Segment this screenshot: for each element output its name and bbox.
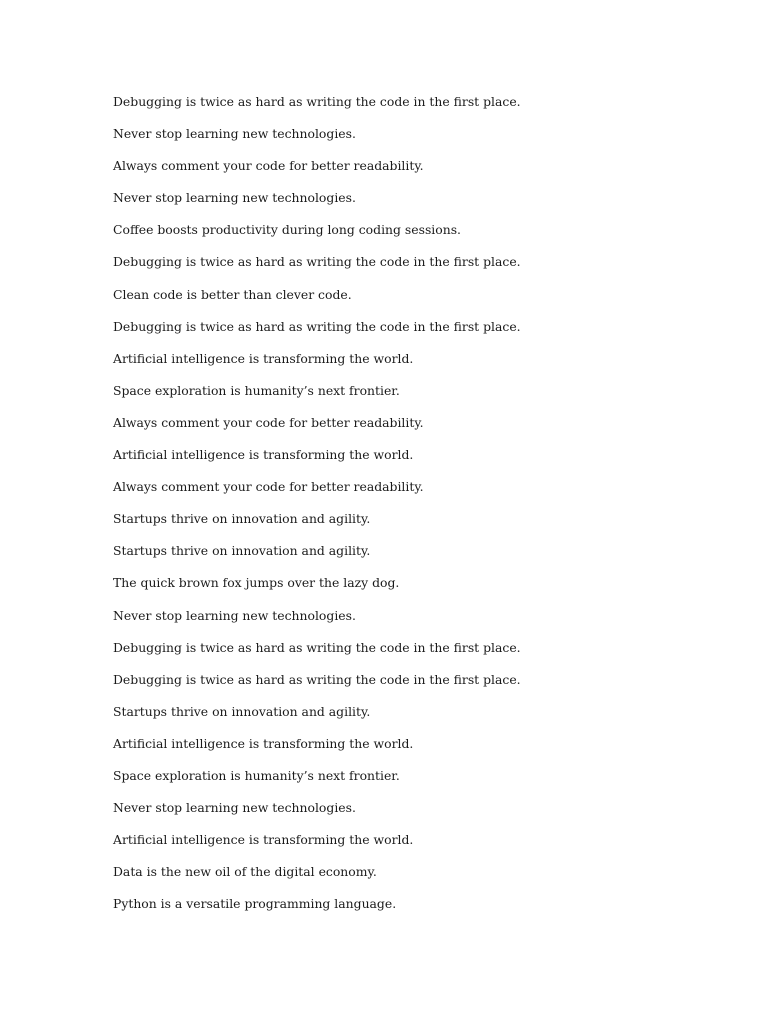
text-line: Debugging is twice as hard as writing the code in the first place.	[113, 254, 521, 270]
text-line: Artificial intelligence is transforming the world.	[113, 447, 414, 463]
text-line: Clean code is better than clever code.	[113, 286, 352, 302]
text-line: Artificial intelligence is transforming the world.	[113, 832, 414, 848]
text-line: Startups thrive on innovation and agility.	[113, 511, 371, 527]
text-line: Artificial intelligence is transforming the world.	[113, 350, 414, 366]
text-line: Never stop learning new technologies.	[113, 607, 356, 623]
text-line: The quick brown fox jumps over the lazy dog.	[113, 575, 400, 591]
text-line: Debugging is twice as hard as writing the code in the first place.	[113, 318, 521, 334]
text-line: Coffee boosts productivity during long coding sessions.	[113, 222, 461, 238]
text-line: Space exploration is humanity’s next frontier.	[113, 382, 400, 398]
text-line: Startups thrive on innovation and agility.	[113, 543, 371, 559]
text-line: Never stop learning new technologies.	[113, 190, 356, 206]
text-line: Debugging is twice as hard as writing the code in the first place.	[113, 639, 521, 655]
text-line: Python is a versatile programming language.	[113, 896, 397, 912]
text-line: Always comment your code for better readability.	[113, 158, 424, 174]
text-line: Never stop learning new technologies.	[113, 126, 356, 142]
text-line: Always comment your code for better readability.	[113, 414, 424, 430]
text-line: Debugging is twice as hard as writing the code in the first place.	[113, 671, 521, 687]
document-body	[113, 92, 673, 926]
text-line: Artificial intelligence is transforming the world.	[113, 735, 414, 751]
text-line: Startups thrive on innovation and agility.	[113, 703, 371, 719]
text-line: Data is the new oil of the digital economy.	[113, 864, 377, 880]
text-line: Space exploration is humanity’s next frontier.	[113, 767, 400, 783]
text-line: Always comment your code for better readability.	[113, 479, 424, 495]
text-line: Never stop learning new technologies.	[113, 800, 356, 816]
text-line: Debugging is twice as hard as writing the code in the first place.	[113, 94, 521, 109]
